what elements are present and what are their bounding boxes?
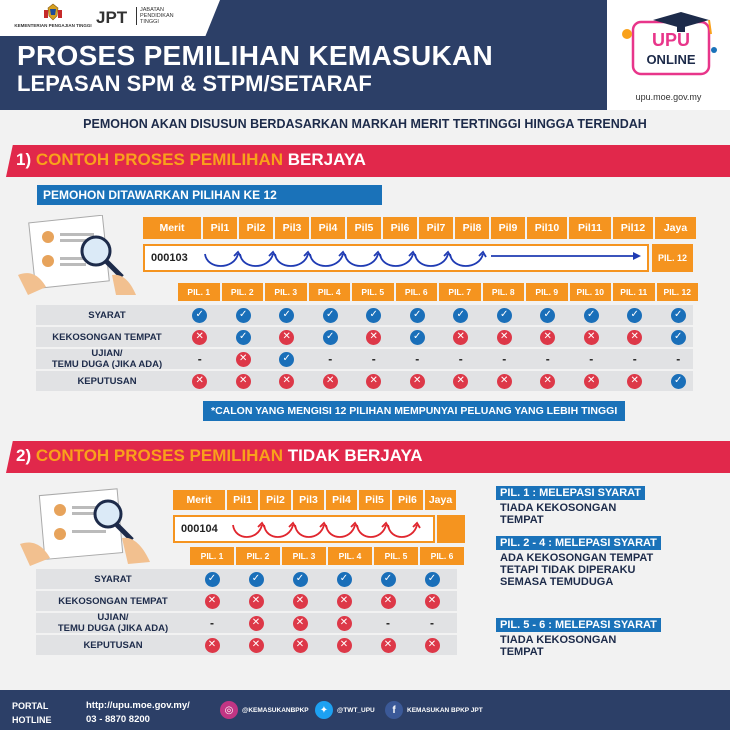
check-icon: ✓ [293,572,308,587]
status-cell [657,327,701,347]
choice-header-pil4: Pil4 [311,217,345,239]
selection-arrow [388,525,417,537]
status-cell [278,591,322,611]
check-icon: ✓ [366,308,381,323]
status-cell [613,349,657,369]
section2-number: 2) [16,446,32,465]
selection-arrow [275,254,308,266]
check-icon: ✓ [192,308,207,323]
status-cell [234,591,278,611]
section1-choice-labels [178,283,698,301]
check-icon: ✓ [453,308,468,323]
choice-header-jaya: Jaya [425,490,456,510]
status-cell [570,371,614,391]
check-icon: ✓ [584,308,599,323]
status-cell [190,591,234,611]
choice-label-1: PIL. 1 [178,283,220,301]
choice-label-2: PIL. 2 [222,283,264,301]
cross-icon: ✕ [453,374,468,389]
selection-arrow [295,525,324,537]
check-icon: ✓ [337,572,352,587]
status-row-label: KEPUTUSAN [77,375,137,387]
choice-header-pil11: Pil11 [569,217,611,239]
check-icon: ✓ [381,572,396,587]
status-cell [410,613,454,633]
facebook-link[interactable] [385,701,483,719]
cross-icon: ✕ [337,616,352,631]
status-row [178,327,700,347]
upu-text: UPU [651,30,691,50]
selection-arrow [326,525,355,537]
section1-note: *CALON YANG MENGISI 12 PILIHAN MEMPUNYAI PELUANG YANG LEBIH TINGGI [203,401,625,421]
status-cell [366,613,410,633]
status-cell [178,305,222,325]
status-cell [366,569,410,589]
status-cell [439,327,483,347]
status-cell [657,305,701,325]
check-icon: ✓ [671,308,686,323]
choice-header-pil8: Pil8 [455,217,489,239]
selection-arrow [380,254,413,266]
status-cell [613,371,657,391]
status-row-label: UJIAN/ TEMU DUGA (JIKA ADA) [57,612,169,634]
section2-selection-path [229,517,435,541]
selection-arrow [240,254,273,266]
status-row [178,349,700,369]
status-cell [352,371,396,391]
status-cell [352,327,396,347]
section1-number: 1) [16,150,32,169]
cross-icon: ✕ [337,638,352,653]
cross-icon: ✕ [381,638,396,653]
status-cell [352,305,396,325]
cross-icon: ✕ [410,374,425,389]
status-cell [309,349,353,369]
choice-header-pil2: Pil2 [260,490,291,510]
status-row [190,635,454,655]
not-applicable-mark: - [545,352,550,366]
section1-title-highlight: CONTOH PROSES PEMILIHAN [35,150,284,169]
choice-label-11: PIL. 11 [613,283,655,301]
cross-icon: ✕ [337,594,352,609]
status-cell [322,613,366,633]
choice-header-merit: Merit [173,490,225,510]
cross-icon: ✕ [540,330,555,345]
status-cell [396,305,440,325]
selection-arrow [450,254,483,266]
footer-values [86,699,190,727]
status-row-label: SYARAT [94,573,132,585]
cross-icon: ✕ [584,330,599,345]
ministry-name: KEMENTERIAN PENGAJIAN TINGGI [14,23,92,28]
status-cell [309,371,353,391]
not-applicable-mark: - [371,352,376,366]
status-cell [366,591,410,611]
section2-result [437,515,465,543]
status-cell [222,371,266,391]
cross-icon: ✕ [192,374,207,389]
not-applicable-mark: - [210,616,214,630]
section1-title [16,150,366,170]
check-icon: ✓ [671,330,686,345]
cross-icon: ✕ [249,638,264,653]
status-cell [234,569,278,589]
status-cell [483,305,527,325]
status-cell [278,569,322,589]
status-row-label: UJIAN/ TEMU DUGA (JIKA ADA) [51,348,163,370]
cross-icon: ✕ [293,638,308,653]
section2-choice-header [173,490,456,510]
status-cell [526,371,570,391]
footer-labels [12,699,52,727]
explain-text: TIADA KEKOSONGAN TEMPAT [500,502,617,526]
check-icon: ✓ [279,308,294,323]
status-cell [570,349,614,369]
explain-text: ADA KEKOSONGAN TEMPAT TETAPI TIDAK DIPERAKU SEMASA TEMUDUGA [500,552,654,588]
status-cell [222,305,266,325]
not-applicable-mark: - [415,352,420,366]
page-title-line2: LEPASAN SPM & STPM/SETARAF [17,71,372,96]
choice-label-4: PIL. 4 [309,283,351,301]
cross-icon: ✕ [540,374,555,389]
choice-label-2: PIL. 2 [236,547,280,565]
section1-id-row [143,244,649,272]
choice-label-4: PIL. 4 [328,547,372,565]
arrow-head [633,252,641,260]
choice-header-pil4: Pil4 [326,490,357,510]
status-cell [613,327,657,347]
status-row [190,569,454,589]
choice-label-8: PIL. 8 [483,283,525,301]
choice-header-pil5: Pil5 [347,217,381,239]
cross-icon: ✕ [497,374,512,389]
hotline-number[interactable]: 03 - 8870 8200 [86,714,150,725]
check-icon: ✓ [279,352,294,367]
status-cell [234,613,278,633]
choice-label-3: PIL. 3 [265,283,307,301]
portal-link[interactable]: http://upu.moe.gov.my/ [86,700,190,711]
choice-header-pil1: Pil1 [203,217,237,239]
cross-icon: ✕ [279,330,294,345]
choice-header-pil6: Pil6 [383,217,417,239]
choice-label-10: PIL. 10 [570,283,612,301]
status-cell [278,613,322,633]
cross-icon: ✕ [249,616,264,631]
status-cell [483,349,527,369]
choice-header-pil2: Pil2 [239,217,273,239]
section1-title-result: BERJAYA [287,150,366,169]
status-cell [322,635,366,655]
facebook-handle: KEMASUKAN BPKP JPT [407,706,483,714]
subtitle: PEMOHON AKAN DISUSUN BERDASARKAN MARKAH MERIT TERTINGGI HINGGA TERENDAH [83,117,647,131]
check-icon: ✓ [249,572,264,587]
status-cell [190,635,234,655]
offer-label: PEMOHON DITAWARKAN PILIHAN KE 12 [37,185,382,205]
selection-arrow [264,525,293,537]
status-cell [570,327,614,347]
upu-online-icon [619,10,719,80]
selection-arrow [345,254,378,266]
applicant-review-illustration-2 [12,488,152,568]
cross-icon: ✕ [249,594,264,609]
cross-icon: ✕ [627,330,642,345]
status-cell [178,371,222,391]
page-title-line1: PROSES PEMILIHAN KEMASUKAN [17,40,494,71]
cross-icon: ✕ [323,374,338,389]
section2-title-result: TIDAK BERJAYA [287,446,423,465]
check-icon: ✓ [236,330,251,345]
check-icon: ✓ [205,572,220,587]
jpt-fullname: JABATAN PENDIDIKAN TINGGI [136,7,184,25]
status-cell [657,371,701,391]
not-applicable-mark: - [386,616,390,630]
selection-arrow [415,254,448,266]
status-row [190,591,454,611]
status-cell [613,305,657,325]
crest-icon [42,3,64,23]
status-cell [439,371,483,391]
status-cell [483,371,527,391]
choice-header-jaya: Jaya [655,217,696,239]
status-cell [265,305,309,325]
status-row-label: KEKOSONGAN TEMPAT [58,595,168,607]
status-row [190,613,454,633]
cross-icon: ✕ [236,374,251,389]
status-cell [526,305,570,325]
explain-text: TIADA KEKOSONGAN TEMPAT [500,634,617,658]
twitter-link[interactable] [315,701,375,719]
section2-id-row [173,515,435,543]
applicant-review-illustration [18,215,138,300]
choice-label-3: PIL. 3 [282,547,326,565]
section1-selection-path [201,246,647,270]
cross-icon: ✕ [425,638,440,653]
section1-result: PIL. 12 [652,244,693,272]
status-cell [265,371,309,391]
check-icon: ✓ [410,330,425,345]
choice-header-pil6: Pil6 [392,490,423,510]
not-applicable-mark: - [328,352,333,366]
selection-arrow [233,525,262,537]
instagram-link[interactable] [220,701,309,719]
cross-icon: ✕ [205,594,220,609]
choice-header-pil5: Pil5 [359,490,390,510]
cross-icon: ✕ [497,330,512,345]
cross-icon: ✕ [236,352,251,367]
choice-label-9: PIL. 9 [526,283,568,301]
status-row-label: SYARAT [88,309,126,321]
footer [0,690,730,730]
cross-icon: ✕ [279,374,294,389]
twitter-icon: ✦ [315,701,333,719]
applicant-id-2: 000104 [181,523,218,535]
applicant-id: 000103 [151,252,188,264]
section2-choice-labels [190,547,464,565]
status-cell [410,635,454,655]
not-applicable-mark: - [676,352,681,366]
check-icon: ✓ [497,308,512,323]
choice-header-merit: Merit [143,217,201,239]
status-cell [322,591,366,611]
choice-label-7: PIL. 7 [439,283,481,301]
status-cell [439,349,483,369]
selection-arrow [310,254,343,266]
status-cell [439,305,483,325]
cross-icon: ✕ [366,330,381,345]
status-cell [178,349,222,369]
selection-arrow [357,525,386,537]
choice-header-pil1: Pil1 [227,490,258,510]
not-applicable-mark: - [632,352,637,366]
choice-label-5: PIL. 5 [352,283,394,301]
status-row-label: KEKOSONGAN TEMPAT [52,331,162,343]
choice-header-pil3: Pil3 [275,217,309,239]
choice-label-6: PIL. 6 [420,547,464,565]
status-cell [526,327,570,347]
selection-arrow [205,254,238,266]
instagram-handle: @KEMASUKANBPKP [242,706,309,714]
check-icon: ✓ [323,308,338,323]
status-cell [396,327,440,347]
choice-header-pil10: Pil10 [527,217,567,239]
status-cell [570,305,614,325]
upu-url[interactable]: upu.moe.gov.my [635,92,702,102]
status-cell [526,349,570,369]
cross-icon: ✕ [584,374,599,389]
choice-label-6: PIL. 6 [396,283,438,301]
cross-icon: ✕ [627,374,642,389]
instagram-icon: ◎ [220,701,238,719]
choice-label-1: PIL. 1 [190,547,234,565]
check-icon: ✓ [410,308,425,323]
status-cell [410,569,454,589]
check-icon: ✓ [671,374,686,389]
section2-title-highlight: CONTOH PROSES PEMILIHAN [35,446,284,465]
status-cell [366,635,410,655]
status-row-label: KEPUTUSAN [83,639,143,651]
status-cell [483,327,527,347]
section2-title [16,446,423,466]
status-cell [396,371,440,391]
cross-icon: ✕ [293,616,308,631]
status-cell [657,349,701,369]
status-cell [178,327,222,347]
header-banner [0,0,730,110]
status-cell [234,635,278,655]
status-cell [190,613,234,633]
check-icon: ✓ [323,330,338,345]
not-applicable-mark: - [430,616,434,630]
status-cell [190,569,234,589]
status-cell [222,349,266,369]
explain-label: PIL. 2 - 4 : MELEPASI SYARAT [496,536,661,550]
explain-label: PIL. 5 - 6 : MELEPASI SYARAT [496,618,661,632]
not-applicable-mark: - [458,352,463,366]
status-row [178,305,700,325]
status-cell [352,349,396,369]
cross-icon: ✕ [205,638,220,653]
not-applicable-mark: - [197,352,202,366]
jpt-logo: JPT [96,8,128,27]
choice-header-pil3: Pil3 [293,490,324,510]
cross-icon: ✕ [192,330,207,345]
choice-header-pil12: Pil12 [613,217,653,239]
cross-icon: ✕ [425,594,440,609]
choice-label-12: PIL. 12 [657,283,699,301]
choice-header-pil9: Pil9 [491,217,525,239]
portal-label: PORTAL [12,701,49,711]
facebook-icon: f [385,701,403,719]
status-cell [265,349,309,369]
status-cell [322,569,366,589]
upu-online-logo [607,0,730,110]
online-text: ONLINE [646,52,696,67]
twitter-handle: @TWT_UPU [337,706,375,714]
choice-label-5: PIL. 5 [374,547,418,565]
choice-header-pil7: Pil7 [419,217,453,239]
status-cell [278,635,322,655]
cross-icon: ✕ [293,594,308,609]
cross-icon: ✕ [366,374,381,389]
check-icon: ✓ [627,308,642,323]
status-cell [396,349,440,369]
check-icon: ✓ [425,572,440,587]
status-cell [410,591,454,611]
ministry-logo [8,3,98,28]
status-row [178,371,700,391]
cross-icon: ✕ [453,330,468,345]
status-cell [309,305,353,325]
check-icon: ✓ [236,308,251,323]
not-applicable-mark: - [589,352,594,366]
not-applicable-mark: - [502,352,507,366]
section1-choice-header [143,217,696,239]
status-cell [222,327,266,347]
status-cell [309,327,353,347]
cross-icon: ✕ [381,594,396,609]
hotline-label: HOTLINE [12,715,52,725]
status-cell [265,327,309,347]
explain-label: PIL. 1 : MELEPASI SYARAT [496,486,645,500]
check-icon: ✓ [540,308,555,323]
